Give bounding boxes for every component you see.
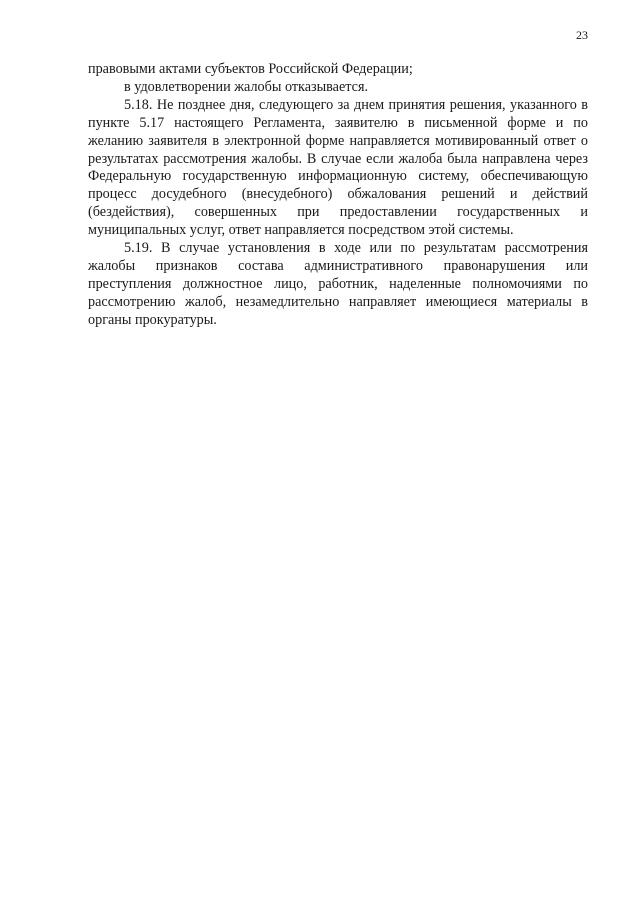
document-body (88, 61, 588, 330)
paragraph-5-18: 5.18. Не позднее дня, следующего за днем принятия решения, указанного в пункте 5.17 настоящего Регламента, заявителю в письменной форме и по желанию заявителя в электронной форме направляется мотивированный ответ о результатах рассмотрения жалобы. В случае если жалоба была направлена через Федеральную государственную информационную систему, обеспечивающую процесс досудебного (внесудебного) обжалования решений и действий (бездействия), совершенных при предоставлении государственных и муниципальных услуг, ответ направляется посредством этой системы. (88, 96, 588, 239)
paragraph-refusal: в удовлетворении жалобы отказывается. (124, 78, 369, 95)
paragraph-continuation: правовыми актами субъектов Российской Федерации; (88, 61, 413, 77)
paragraph-5-19: 5.19. В случае установления в ходе или по результатам рассмотрения жалобы признаков состава административного правонарушения или преступления должностное лицо, работник, наделенные полномочиями по рассмотрению жалоб, незамедлительно направляет имеющиеся материалы в органы прокуратуры. (88, 240, 588, 328)
page-number: 23 (576, 28, 588, 42)
